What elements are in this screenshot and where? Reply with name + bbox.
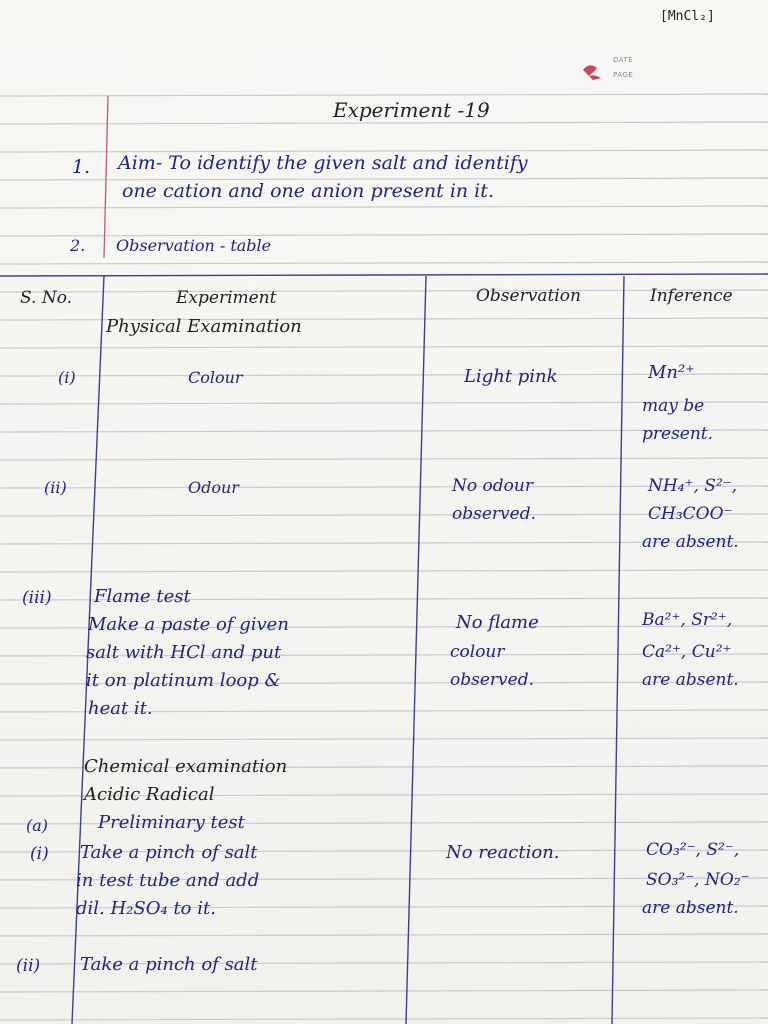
row4-observation: No reaction.: [446, 842, 560, 863]
row2-inference-1: NH₄⁺, S²⁻,: [648, 476, 738, 496]
row1-inference-1: Mn²⁺: [648, 362, 695, 383]
observation-heading: Observation - table: [116, 236, 272, 255]
aim-line-1: Aim- To identify the given salt and identify: [118, 152, 528, 174]
row3-observation-1: No flame: [456, 612, 539, 633]
row2-inference-3: are absent.: [642, 532, 739, 552]
row4-sno: (i): [30, 844, 49, 864]
header-inference: Inference: [650, 286, 733, 306]
row1-inference-2: may be: [642, 396, 705, 416]
section-acidic: Acidic Radical: [84, 784, 215, 805]
sub-a-text: Preliminary test: [98, 812, 245, 833]
row4-experiment-3: dil. H₂SO₄ to it.: [76, 898, 216, 919]
section-chemical: Chemical examination: [84, 756, 288, 777]
row4-experiment-2: in test tube and add: [76, 870, 260, 891]
date-label: DATE: [613, 56, 634, 64]
row3-experiment-1: Flame test: [94, 586, 191, 607]
row2-inference-2: CH₃COO⁻: [648, 504, 733, 524]
aim-number: 1.: [72, 156, 91, 178]
row3-inference-2: Ca²⁺, Cu²⁺: [642, 642, 732, 662]
row4-inference-3: are absent.: [642, 898, 739, 918]
row3-sno: (iii): [22, 588, 52, 608]
row1-sno: (i): [58, 368, 76, 387]
row4-experiment-1: Take a pinch of salt: [80, 842, 258, 863]
observation-number: 2.: [70, 236, 86, 255]
row3-experiment-4: it on platinum loop &: [86, 670, 281, 691]
row3-experiment-2: Make a paste of given: [88, 614, 289, 635]
formula-label: [MnCl₂]: [660, 9, 715, 24]
row2-observation-2: observed.: [452, 504, 536, 524]
row5-experiment-1: Take a pinch of salt: [80, 954, 258, 975]
page-label: PAGE: [613, 71, 634, 79]
row3-experiment-3: salt with HCl and put: [86, 642, 282, 663]
row3-experiment-5: heat it.: [88, 698, 153, 719]
row2-observation-1: No odour: [452, 476, 533, 496]
row4-inference-1: CO₃²⁻, S²⁻,: [646, 840, 740, 860]
row3-observation-3: observed.: [450, 670, 534, 690]
row3-inference-1: Ba²⁺, Sr²⁺,: [642, 610, 733, 630]
row2-experiment: Odour: [188, 478, 239, 497]
logo-mark: [583, 65, 601, 80]
section-physical: Physical Examination: [106, 316, 302, 337]
row1-inference-3: present.: [642, 424, 714, 444]
row4-inference-2: SO₃²⁻, NO₂⁻: [646, 870, 750, 890]
row1-experiment: Colour: [188, 368, 243, 387]
sub-a-label: (a): [26, 816, 49, 835]
row1-observation: Light pink: [464, 366, 558, 387]
row3-observation-2: colour: [450, 642, 505, 662]
header-observation: Observation: [476, 286, 581, 306]
row3-inference-3: are absent.: [642, 670, 739, 690]
row2-sno: (ii): [44, 478, 67, 497]
header-experiment: Experiment: [176, 288, 277, 308]
page-title: Experiment -19: [333, 98, 490, 122]
aim-line-2: one cation and one anion present in it.: [122, 180, 494, 202]
header-sno: S. No.: [20, 288, 73, 308]
row5-sno: (ii): [16, 956, 41, 976]
